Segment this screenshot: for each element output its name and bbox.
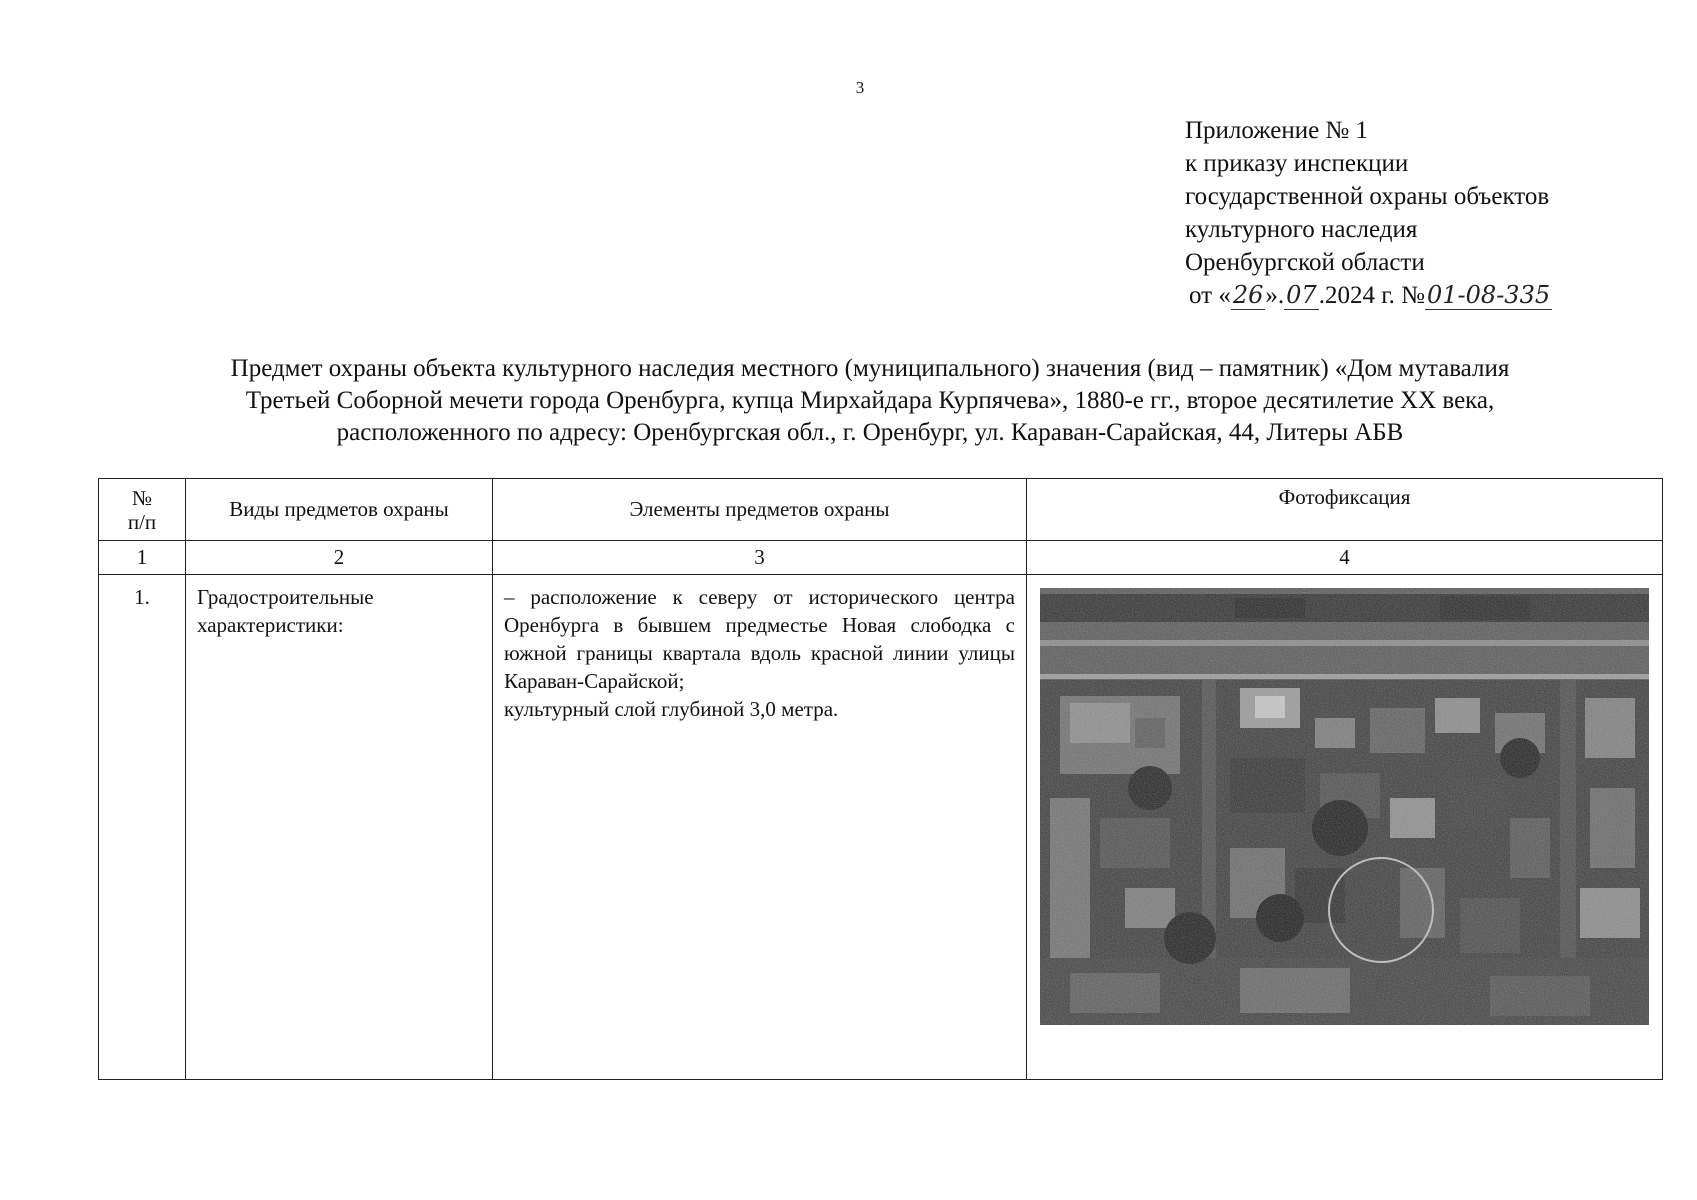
appendix-block <box>1185 114 1552 312</box>
page-number: 3 <box>855 78 865 97</box>
header-photo <box>1027 479 1663 541</box>
column-number: 3 <box>493 541 1027 575</box>
header-num <box>99 479 186 541</box>
column-numbers-row <box>99 541 1663 575</box>
title-line: Предмет охраны объекта культурного наследия местного (муниципального) значения (вид – памятник) «Дом мутавалия <box>230 355 1510 382</box>
appendix-line: Оренбургской области <box>1185 249 1425 276</box>
column-number: 1 <box>99 541 186 575</box>
appendix-line: к приказу инспекции <box>1185 150 1409 177</box>
title-line: расположенного по адресу: Оренбургская обл., г. Оренбург, ул. Караван-Сарайская, 44, Литеры АБВ <box>336 419 1404 446</box>
row-type <box>186 575 492 639</box>
header-photo-label: Фотофиксация <box>1278 485 1411 509</box>
order-number-handwritten: 01-08-335 <box>1427 281 1551 309</box>
row-number-cell <box>99 575 186 1080</box>
table-row <box>99 575 1663 1080</box>
row-elements-cell <box>493 575 1027 1080</box>
table-header-row <box>99 479 1663 541</box>
appendix-line: Приложение № 1 <box>1185 117 1369 144</box>
appendix-line: культурного наследия <box>1185 216 1418 243</box>
header-elements: Элементы предметов охраны <box>493 479 1027 541</box>
appendix-line: государственной охраны объектов <box>1185 183 1550 210</box>
row-photo-cell <box>1027 575 1663 1080</box>
date-year: .2024 г. № <box>1318 282 1425 309</box>
header-num-label: п/п <box>127 509 157 534</box>
row-elements-text: культурный слой глубиной 3,0 метра. <box>504 697 839 721</box>
row-type-line: характеристики: <box>197 613 344 637</box>
date-sep: ». <box>1265 282 1285 309</box>
title-line: Третьей Соборной мечети города Оренбурга, купца Мирхайдара Курпячева», 1880-е гг., второе десятилетие XX века, <box>245 387 1495 414</box>
row-number: 1. <box>134 585 150 609</box>
row-elements <box>493 575 1026 723</box>
column-number: 2 <box>186 541 493 575</box>
column-number: 4 <box>1027 541 1663 575</box>
aerial-photo <box>1027 575 1662 1025</box>
protection-table <box>98 478 1663 1080</box>
row-type-cell <box>186 575 493 1080</box>
appendix-date-line <box>1189 279 1552 312</box>
header-num-symbol: № <box>131 485 153 510</box>
aerial-photo-image <box>1040 588 1649 1025</box>
date-prefix: от « <box>1189 282 1231 309</box>
row-elements-text: – расположение к северу от исторического центра Оренбурга в бывшем предместье Новая слободка с южной границы квартала вдоль красной линии улицы Караван-Сарайской; <box>504 585 1015 693</box>
row-type-line: Градостроительные <box>197 585 374 609</box>
date-day-handwritten: 26 <box>1232 281 1264 309</box>
document-title <box>110 353 1630 449</box>
header-types: Виды предметов охраны <box>186 479 493 541</box>
date-month-handwritten: 07 <box>1286 281 1317 309</box>
